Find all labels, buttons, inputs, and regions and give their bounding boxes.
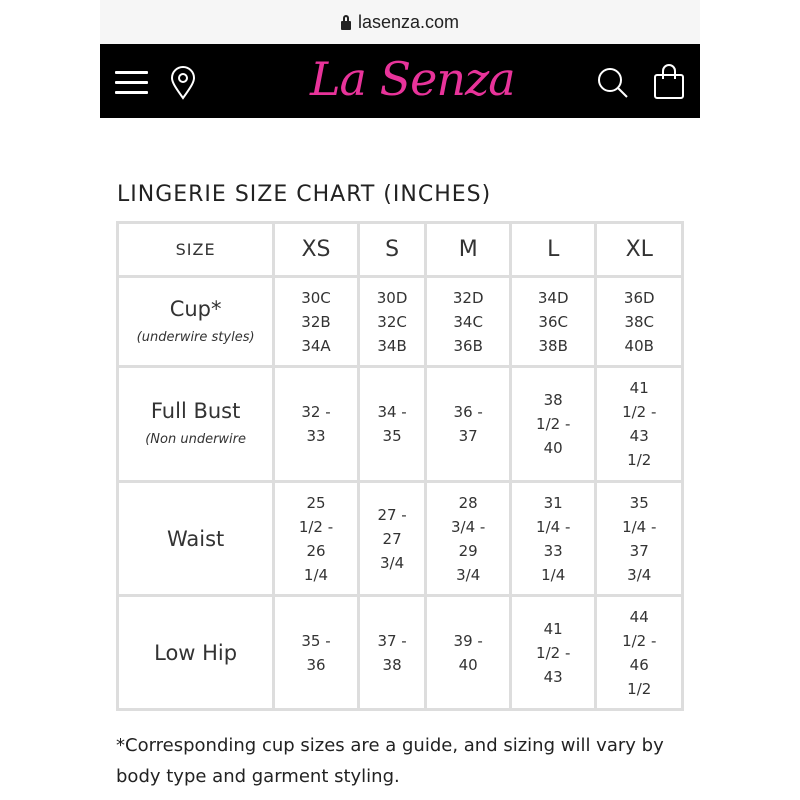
size-cell — [358, 596, 426, 710]
row-sublabel: (underwire styles) — [136, 329, 255, 345]
size-cell — [510, 596, 596, 710]
cell-line: 36D — [623, 288, 655, 307]
size-cell — [426, 367, 511, 482]
cell-line: 34D — [537, 288, 569, 307]
cell-line: 1/2 - — [298, 517, 334, 536]
cell-line: 1/2 — [627, 679, 652, 698]
cell-line: 46 — [629, 655, 649, 674]
table-row — [118, 482, 683, 596]
cell-line: 43 — [629, 427, 649, 445]
cell-line: 34 - — [377, 403, 407, 421]
size-cell — [426, 596, 511, 710]
size-cell — [596, 277, 683, 367]
location-pin-icon[interactable] — [170, 66, 196, 100]
cell-line: 36 — [306, 655, 326, 674]
size-col-m: M — [426, 223, 511, 277]
size-cell — [596, 596, 683, 710]
cell-line: 34A — [301, 336, 331, 355]
cell-line: 37 - — [377, 631, 407, 650]
size-cell — [426, 482, 511, 596]
row-label: Waist — [166, 526, 225, 551]
cell-line: 27 - — [377, 505, 407, 524]
cell-line: 38 — [543, 391, 563, 409]
cell-line: 41 — [543, 619, 563, 638]
cell-line: 31 — [543, 493, 563, 512]
lock-icon — [341, 21, 351, 30]
cell-line: 40B — [624, 336, 654, 355]
size-col-xs: XS — [274, 223, 359, 277]
cell-line: 35 - — [301, 631, 331, 650]
cell-line: 33 — [543, 541, 563, 560]
size-cell — [596, 367, 683, 482]
cell-line: 35 — [382, 427, 402, 445]
cell-line: 34C — [453, 312, 483, 331]
cell-line: 40 — [543, 439, 563, 457]
url-text: lasenza.com — [357, 11, 460, 32]
cell-line: 1/2 - — [536, 415, 571, 433]
size-cell — [596, 482, 683, 596]
size-col-xl: XL — [596, 223, 683, 277]
la-senza-logo[interactable]: La Senza — [310, 52, 515, 106]
cell-line: 1/2 - — [536, 643, 571, 662]
cell-line: 26 — [306, 541, 326, 560]
cell-line: 36 - — [453, 403, 483, 421]
row-label: Cup* — [169, 296, 222, 321]
cell-line: 1/2 — [627, 451, 652, 469]
cell-line: 29 — [458, 541, 478, 560]
cell-line: 3/4 — [627, 565, 652, 584]
footnote: *Corresponding cup sizes are a guide, and sizing will vary by body type and garment styling. — [116, 735, 664, 787]
cell-line: 33 — [306, 427, 326, 445]
size-col-l: L — [510, 223, 596, 277]
size-cell — [274, 277, 359, 367]
cell-line: 30C — [301, 288, 331, 307]
size-header: SIZE — [118, 223, 274, 277]
table-row — [118, 277, 683, 367]
cell-line: 36C — [538, 312, 568, 331]
cell-line: 38B — [538, 336, 568, 355]
cell-line: 27 — [382, 529, 402, 548]
size-cell — [274, 367, 359, 482]
cell-line: 36B — [453, 336, 483, 355]
row-label: Low Hip — [154, 640, 238, 665]
row-label-cell — [118, 367, 274, 482]
size-cell — [274, 482, 359, 596]
cell-line: 37 — [458, 427, 478, 445]
size-cell — [358, 482, 426, 596]
cell-line: 37 — [629, 541, 649, 560]
cell-line: 28 — [458, 493, 478, 512]
cell-line: 39 - — [453, 631, 483, 650]
site-header — [100, 44, 700, 118]
cell-line: 32D — [452, 288, 484, 307]
cell-line: 32B — [301, 312, 331, 331]
size-chart-table — [116, 221, 684, 711]
search-icon[interactable] — [596, 66, 630, 100]
cell-line: 1/4 — [541, 565, 566, 584]
cell-line: 1/2 - — [622, 403, 657, 421]
row-label-cell — [118, 482, 274, 596]
cell-line: 35 — [629, 493, 649, 512]
page-title: LINGERIE SIZE CHART (INCHES) — [117, 182, 492, 207]
size-cell — [510, 277, 596, 367]
cell-line: 1/2 - — [622, 631, 657, 650]
row-label: Full Bust — [150, 399, 241, 423]
cell-line: 3/4 - — [451, 517, 486, 536]
cell-line: 1/4 — [303, 565, 329, 584]
size-cell — [510, 367, 596, 482]
size-cell — [358, 277, 426, 367]
cell-line: 30D — [376, 288, 408, 307]
cell-line: 41 — [629, 379, 649, 397]
cell-line: 25 — [306, 493, 326, 512]
cell-line: 44 — [629, 607, 649, 626]
shopping-bag-icon[interactable] — [652, 64, 686, 100]
size-col-s: S — [358, 223, 426, 277]
cell-line: 43 — [543, 667, 563, 686]
row-label-cell — [118, 277, 274, 367]
cell-line: 3/4 — [380, 553, 405, 572]
cell-line: 38 — [382, 655, 402, 674]
table-row — [118, 596, 683, 710]
size-cell — [274, 596, 359, 710]
address-bar[interactable] — [100, 0, 700, 44]
cell-line: 34B — [377, 336, 407, 355]
size-cell — [358, 367, 426, 482]
cell-line: 32C — [377, 312, 407, 331]
table-row — [118, 367, 683, 482]
cell-line: 1/4 - — [536, 517, 571, 536]
cell-line: 40 — [458, 655, 478, 674]
cell-line: 38C — [624, 312, 654, 331]
row-label-cell — [118, 596, 274, 710]
size-cell — [510, 482, 596, 596]
size-cell — [426, 277, 511, 367]
cell-line: 32 - — [301, 403, 331, 421]
row-sublabel: (Non underwire — [145, 432, 247, 447]
cell-line: 3/4 — [456, 565, 481, 584]
cell-line: 1/4 - — [622, 517, 657, 536]
menu-icon[interactable] — [115, 71, 148, 101]
